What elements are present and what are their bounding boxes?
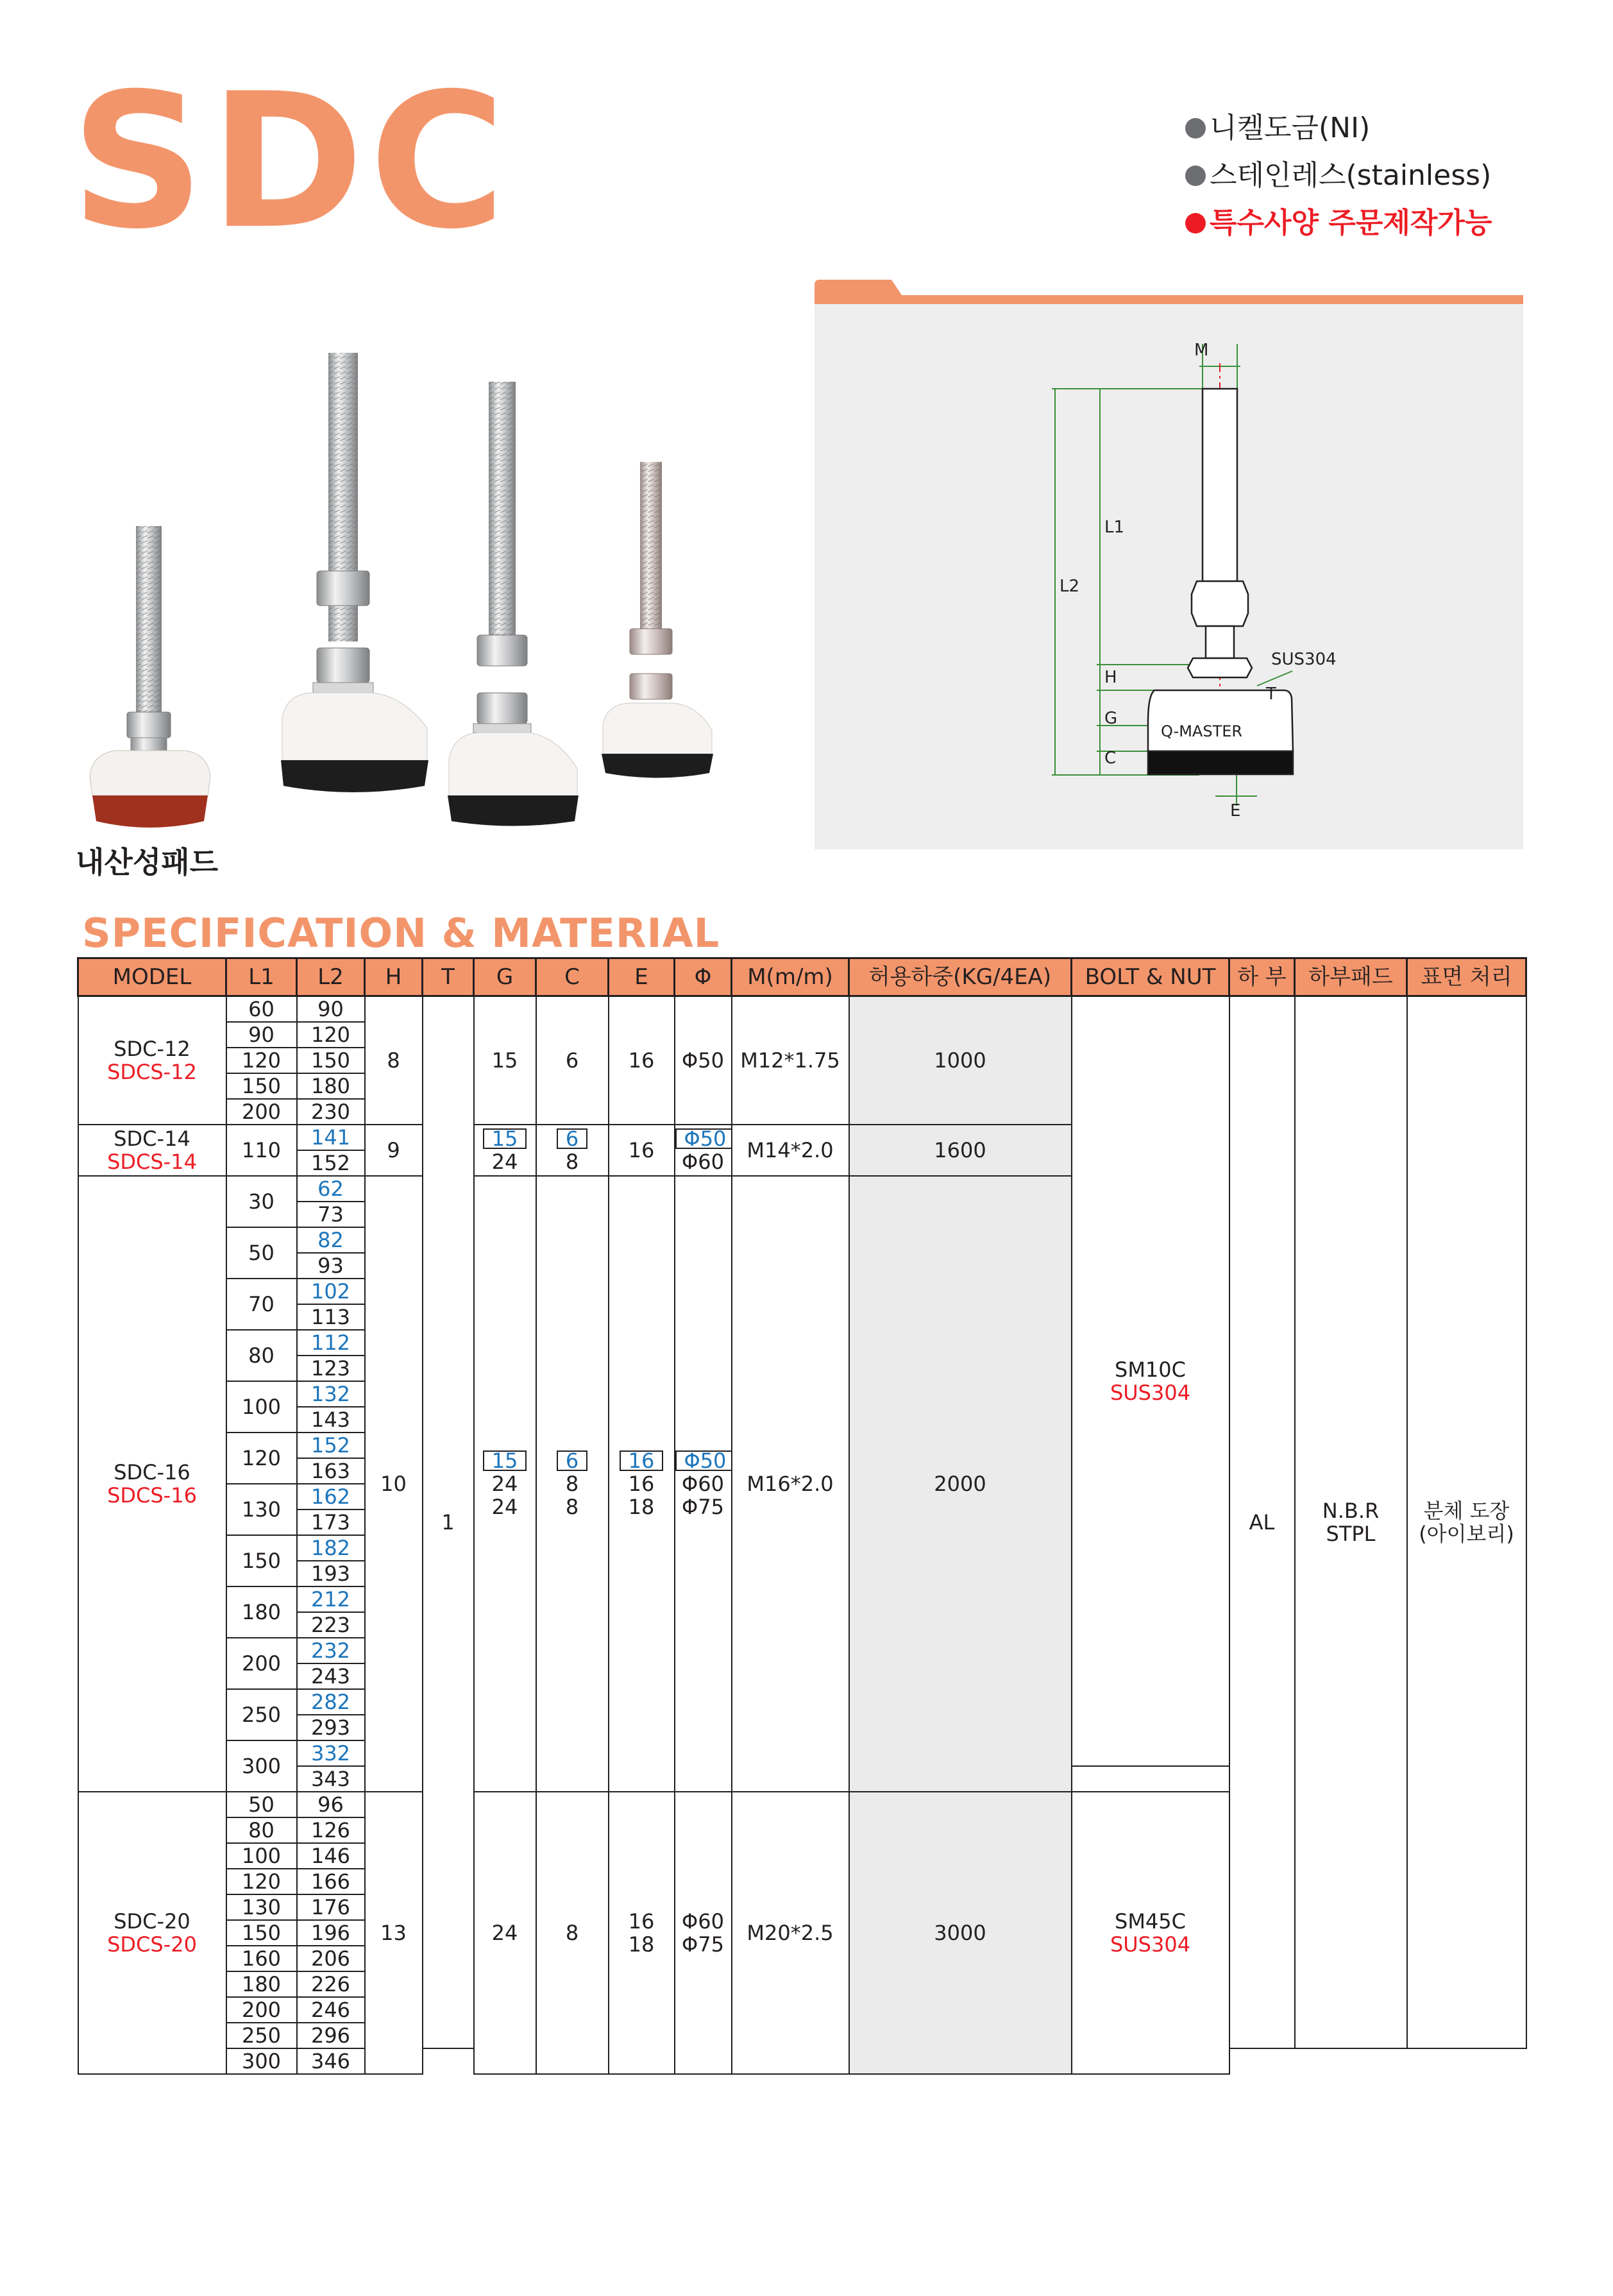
- col-header-pad: 하부패드: [1295, 958, 1407, 996]
- l2-cell: 112: [297, 1330, 365, 1356]
- phi-cell: Φ50 Φ60 Φ75: [675, 1176, 732, 1792]
- dim-l1: L1: [1104, 518, 1125, 537]
- l2-cell: 162: [297, 1484, 365, 1509]
- col-header-g: G: [474, 958, 536, 996]
- feature-nickel: [1185, 109, 1492, 157]
- col-header-t: T: [423, 958, 474, 996]
- g-cell: 15 24 24: [474, 1176, 536, 1792]
- bullet-dot-icon: [1185, 213, 1206, 234]
- brand-mark: Q-MASTER: [1161, 722, 1243, 740]
- l2-cell: 150: [297, 1048, 365, 1073]
- load-cell: 1000: [849, 996, 1072, 1125]
- l1-cell: 80: [226, 1817, 297, 1843]
- feature-custom: [1185, 204, 1492, 251]
- spec-table: [77, 957, 1527, 2075]
- material-callout: SUS304: [1271, 650, 1337, 669]
- col-header-l2: L2: [297, 958, 365, 996]
- l2-cell: 163: [297, 1458, 365, 1484]
- e-cell: 16: [609, 1125, 675, 1176]
- l2-cell: 73: [297, 1202, 365, 1227]
- c-cell: 6 8: [536, 1125, 609, 1176]
- col-header-load: 허용하중(KG/4EA): [849, 958, 1072, 996]
- l2-cell: 182: [297, 1535, 365, 1561]
- e-cell: 16: [609, 996, 675, 1125]
- col-header-e: E: [609, 958, 675, 996]
- l2-cell: 223: [297, 1612, 365, 1638]
- l2-cell: 141: [297, 1125, 365, 1150]
- l2-cell: 120: [297, 1022, 365, 1048]
- l1-cell: 200: [226, 1638, 297, 1689]
- l1-cell: 30: [226, 1176, 297, 1227]
- l1-cell: 120: [226, 1433, 297, 1484]
- bolt-nut-cell: SM10C SUS304: [1072, 996, 1229, 1767]
- l1-cell: 50: [226, 1227, 297, 1279]
- l1-cell: 180: [226, 1586, 297, 1638]
- l1-cell: 90: [226, 1022, 297, 1048]
- l1-cell: 150: [226, 1920, 297, 1946]
- l2-cell: 166: [297, 1869, 365, 1894]
- col-header-l1: L1: [226, 958, 297, 996]
- col-header-h: H: [365, 958, 423, 996]
- page-title: SDC: [71, 54, 511, 270]
- model-cell: SDC-12 SDCS-12: [78, 996, 226, 1125]
- l2-cell: 82: [297, 1227, 365, 1253]
- l1-cell: 250: [226, 1689, 297, 1740]
- bolt-nut-cell: SM45C SUS304: [1072, 1792, 1229, 2074]
- l2-cell: 173: [297, 1509, 365, 1535]
- l2-cell: 293: [297, 1715, 365, 1740]
- leveler-black-pad-large: [281, 353, 428, 792]
- m-cell: M12*1.75: [732, 996, 849, 1125]
- l1-cell: 100: [226, 1843, 297, 1869]
- l2-cell: 96: [297, 1792, 365, 1817]
- col-header-phi: Φ: [675, 958, 732, 996]
- feature-stainless: [1185, 157, 1492, 204]
- l2-cell: 62: [297, 1176, 365, 1202]
- base-cell: AL: [1229, 996, 1295, 2049]
- product-photo: [71, 334, 738, 834]
- leveler-black-pad-medium: [448, 382, 578, 826]
- l2-cell: 152: [297, 1150, 365, 1176]
- phi-cell: Φ50 Φ60: [675, 1125, 732, 1176]
- bullet-dot-icon: [1185, 166, 1206, 186]
- l2-cell: 152: [297, 1433, 365, 1458]
- l2-cell: 282: [297, 1689, 365, 1715]
- l2-cell: 193: [297, 1561, 365, 1586]
- l2-cell: 143: [297, 1407, 365, 1433]
- g-cell: 15 24: [474, 1125, 536, 1176]
- l2-cell: 332: [297, 1740, 365, 1766]
- l1-cell: 120: [226, 1048, 297, 1073]
- col-header-bolt-nut: BOLT & NUT: [1072, 958, 1229, 996]
- load-cell: 2000: [849, 1176, 1072, 1792]
- l1-cell: 180: [226, 1971, 297, 1997]
- dim-m: M: [1194, 341, 1209, 360]
- table-row: [78, 996, 1526, 1023]
- dim-e: E: [1230, 801, 1241, 821]
- model-cell: SDC-14 SDCS-14: [78, 1125, 226, 1176]
- m-cell: M14*2.0: [732, 1125, 849, 1176]
- pad-caption: 내산성패드: [76, 845, 219, 880]
- l2-cell: 180: [297, 1073, 365, 1099]
- diagram-header-bar: [815, 295, 1523, 304]
- l1-cell: 120: [226, 1869, 297, 1894]
- col-header-base: 하 부: [1229, 958, 1295, 996]
- l2-cell: 123: [297, 1356, 365, 1381]
- dim-c: C: [1104, 749, 1117, 768]
- g-cell: 15: [474, 996, 536, 1125]
- dim-h: H: [1104, 668, 1117, 687]
- feature-text: 스테인레스(stainless): [1210, 159, 1492, 192]
- l1-cell: 60: [226, 996, 297, 1023]
- l2-cell: 246: [297, 1997, 365, 2023]
- l1-cell: 300: [226, 2048, 297, 2074]
- l1-cell: 160: [226, 1946, 297, 1971]
- m-cell: M16*2.0: [732, 1176, 849, 1792]
- col-header-model: MODEL: [78, 958, 226, 996]
- l2-cell: 346: [297, 2048, 365, 2074]
- l2-cell: 93: [297, 1253, 365, 1279]
- bullet-dot-icon: [1185, 118, 1206, 139]
- table-header-row: [78, 958, 1526, 996]
- c-cell: 6 8 8: [536, 1176, 609, 1792]
- l1-cell: 150: [226, 1535, 297, 1586]
- leveler-small: [602, 462, 713, 778]
- leveler-red-pad: [90, 526, 210, 828]
- pad-cell: N.B.R STPL: [1295, 996, 1407, 2049]
- l2-cell: 296: [297, 2023, 365, 2048]
- load-cell: 1600: [849, 1125, 1072, 1176]
- surface-cell: 분체 도장 (아이보리): [1407, 996, 1526, 2049]
- section-title: SPECIFICATION & MATERIAL: [82, 910, 720, 957]
- col-header-m: M(m/m): [732, 958, 849, 996]
- l2-cell: 90: [297, 996, 365, 1023]
- g-cell: 24: [474, 1792, 536, 2074]
- l2-cell: 226: [297, 1971, 365, 1997]
- h-cell: 9: [365, 1125, 423, 1176]
- l1-cell: 70: [226, 1279, 297, 1330]
- l1-cell: 50: [226, 1792, 297, 1817]
- l2-cell: 343: [297, 1766, 365, 1792]
- phi-cell: Φ60 Φ75: [675, 1792, 732, 2074]
- e-cell: 16 18: [609, 1792, 675, 2074]
- l2-cell: 230: [297, 1099, 365, 1125]
- l1-cell: 150: [226, 1073, 297, 1099]
- col-header-c: C: [536, 958, 609, 996]
- l2-cell: 196: [297, 1920, 365, 1946]
- l1-cell: 200: [226, 1099, 297, 1125]
- feature-text: 니켈도금(NI): [1210, 112, 1371, 144]
- c-cell: 8: [536, 1792, 609, 2074]
- l1-cell: 130: [226, 1894, 297, 1920]
- l2-cell: 206: [297, 1946, 365, 1971]
- l1-cell: 100: [226, 1381, 297, 1433]
- l1-cell: 250: [226, 2023, 297, 2048]
- feature-text: 특수사양 주문제작가능: [1210, 207, 1492, 239]
- phi-cell: Φ50: [675, 996, 732, 1125]
- l1-cell: 130: [226, 1484, 297, 1535]
- h-cell: 10: [365, 1176, 423, 1792]
- dimension-diagram: [815, 280, 1523, 849]
- l2-cell: 232: [297, 1638, 365, 1663]
- l1-cell: 110: [226, 1125, 297, 1176]
- l1-cell: 300: [226, 1740, 297, 1792]
- dim-l2: L2: [1060, 577, 1080, 596]
- l2-cell: 102: [297, 1279, 365, 1304]
- l2-cell: 126: [297, 1817, 365, 1843]
- dim-t: T: [1266, 685, 1276, 704]
- l2-cell: 212: [297, 1586, 365, 1612]
- l2-cell: 176: [297, 1894, 365, 1920]
- l1-cell: 200: [226, 1997, 297, 2023]
- l2-cell: 243: [297, 1663, 365, 1689]
- m-cell: M20*2.5: [732, 1792, 849, 2074]
- model-cell: SDC-16 SDCS-16: [78, 1176, 226, 1792]
- dim-g: G: [1104, 709, 1118, 728]
- l1-cell: 80: [226, 1330, 297, 1381]
- t-cell: 1: [423, 996, 474, 2049]
- h-cell: 8: [365, 996, 423, 1125]
- l2-cell: 113: [297, 1304, 365, 1330]
- e-cell: 16 16 18: [609, 1176, 675, 1792]
- h-cell: 13: [365, 1792, 423, 2074]
- c-cell: 6: [536, 996, 609, 1125]
- col-header-surface: 표면 처리: [1407, 958, 1526, 996]
- feature-list: [1185, 109, 1492, 251]
- l2-cell: 132: [297, 1381, 365, 1407]
- model-cell: SDC-20 SDCS-20: [78, 1792, 226, 2074]
- load-cell: 3000: [849, 1792, 1072, 2074]
- l2-cell: 146: [297, 1843, 365, 1869]
